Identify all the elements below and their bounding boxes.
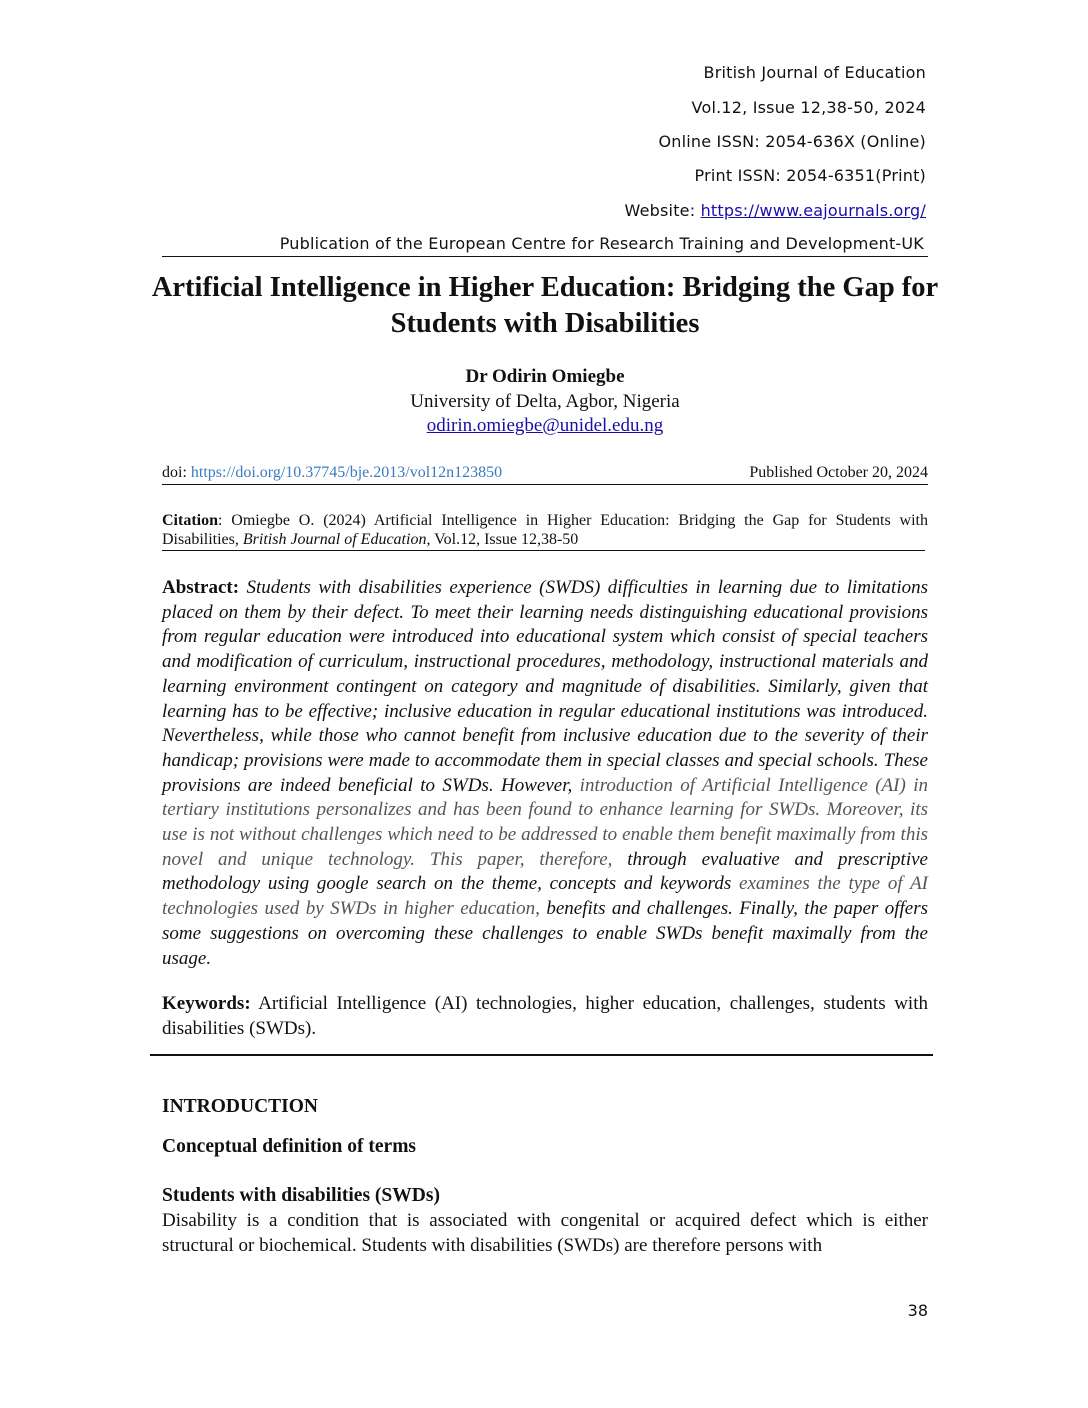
published-date: Published October 20, 2024 [749,464,928,481]
doi-label: doi: [162,464,191,481]
journal-name: British Journal of Education [703,63,926,82]
keywords-label: Keywords: [162,993,251,1014]
abstract-text-2: introduction of Artificial Intelligence (AI) in tertiary institutions personalizes and has been found to enhance learning for SWDs. Moreover, its use is not without challenges which need to be addressed to enable them benefit maximally from this novel and unique technology. This paper, therefore, [162,774,928,870]
doi-line [162,464,502,482]
publisher-line: Publication of the European Centre for Research Training and Development-UK [279,234,924,253]
volume-issue: Vol.12, Issue 12,38-50, 2024 [691,98,926,117]
citation [162,511,928,549]
abstract-text-1: Students with disabilities experience (SWDS) difficulties in learning due to limitations placed on them by their defect. To meet their learning needs distinguishing educational provisions from regular education were introduced into educational system which consist of special teachers and modification of curriculum, instructional procedures, methodology, instructional materials and learning environment contingent on category and magnitude of disabilities. Similarly, given that learning has to be effective; inclusive education in regular educational institutions was introduced. Nevertheless, while those who cannot benefit from inclusive education due to the severity of their handicap; provisions were made to accommodate them in special classes and special schools. These provisions are indeed beneficial to SWDs. However, [162,577,928,796]
keywords [162,992,928,1041]
page-number: 38 [907,1301,928,1320]
abstract-text-4: examines the type of AI technologies used by SWDs in higher education, [162,873,929,920]
conceptual-heading: Conceptual definition of terms [162,1136,417,1157]
author-affiliation: University of Delta, Agbor, Nigeria [410,391,680,412]
abstract-body [162,577,928,969]
author-email-line [162,415,928,437]
paper-title: Artificial Intelligence in Higher Education: Bridging the Gap for Students with Disabilities [151,272,939,339]
print-issn: Print ISSN: 2054-6351(Print) [694,166,926,185]
website-link[interactable]: https://www.eajournals.org/ [700,201,926,220]
introduction-heading: INTRODUCTION [162,1096,319,1117]
website-label: Website: [624,201,701,220]
abstract [162,576,928,971]
abstract-text-3: through evaluative and prescriptive methodology using google search on the theme, concepts and keywords [162,848,928,895]
author-name: Dr Odirin Omiegbe [465,366,625,387]
citation-divider [162,550,925,551]
swds-paragraph: Disability is a condition that is associated with congenital or acquired defect which is either structural or biochemical. Students with disabilities (SWDs) are therefore persons with [162,1210,928,1256]
website-line [625,201,926,220]
header-divider [162,256,928,257]
swds-heading: Students with disabilities (SWDs) [162,1185,440,1206]
online-issn: Online ISSN: 2054-636X (Online) [658,132,926,151]
doi-link[interactable]: https://doi.org/10.37745/bje.2013/vol12n123850 [190,464,503,481]
abstract-divider [150,1054,933,1056]
citation-tail: , Vol.12, Issue 12,38-50 [426,531,579,548]
doi-divider [162,484,928,485]
author-email-link[interactable]: odirin.omiegbe@unidel.edu.ng [426,415,664,436]
keywords-text: Artificial Intelligence (AI) technologies, higher education, challenges, students with disabilities (SWDs). [162,993,928,1039]
citation-text: : Omiegbe O. (2024) Artificial Intelligence in Higher Education: Bridging the Gap for Students with Disabilities, [162,512,928,548]
abstract-text-5: benefits and challenges. Finally, the paper offers some suggestions on overcoming these challenges to enable SWDs benefit maximally from the usage. [162,898,929,969]
abstract-label: Abstract: [162,577,240,598]
citation-label: Citation [162,512,218,529]
citation-journal: British Journal of Education [242,531,427,548]
